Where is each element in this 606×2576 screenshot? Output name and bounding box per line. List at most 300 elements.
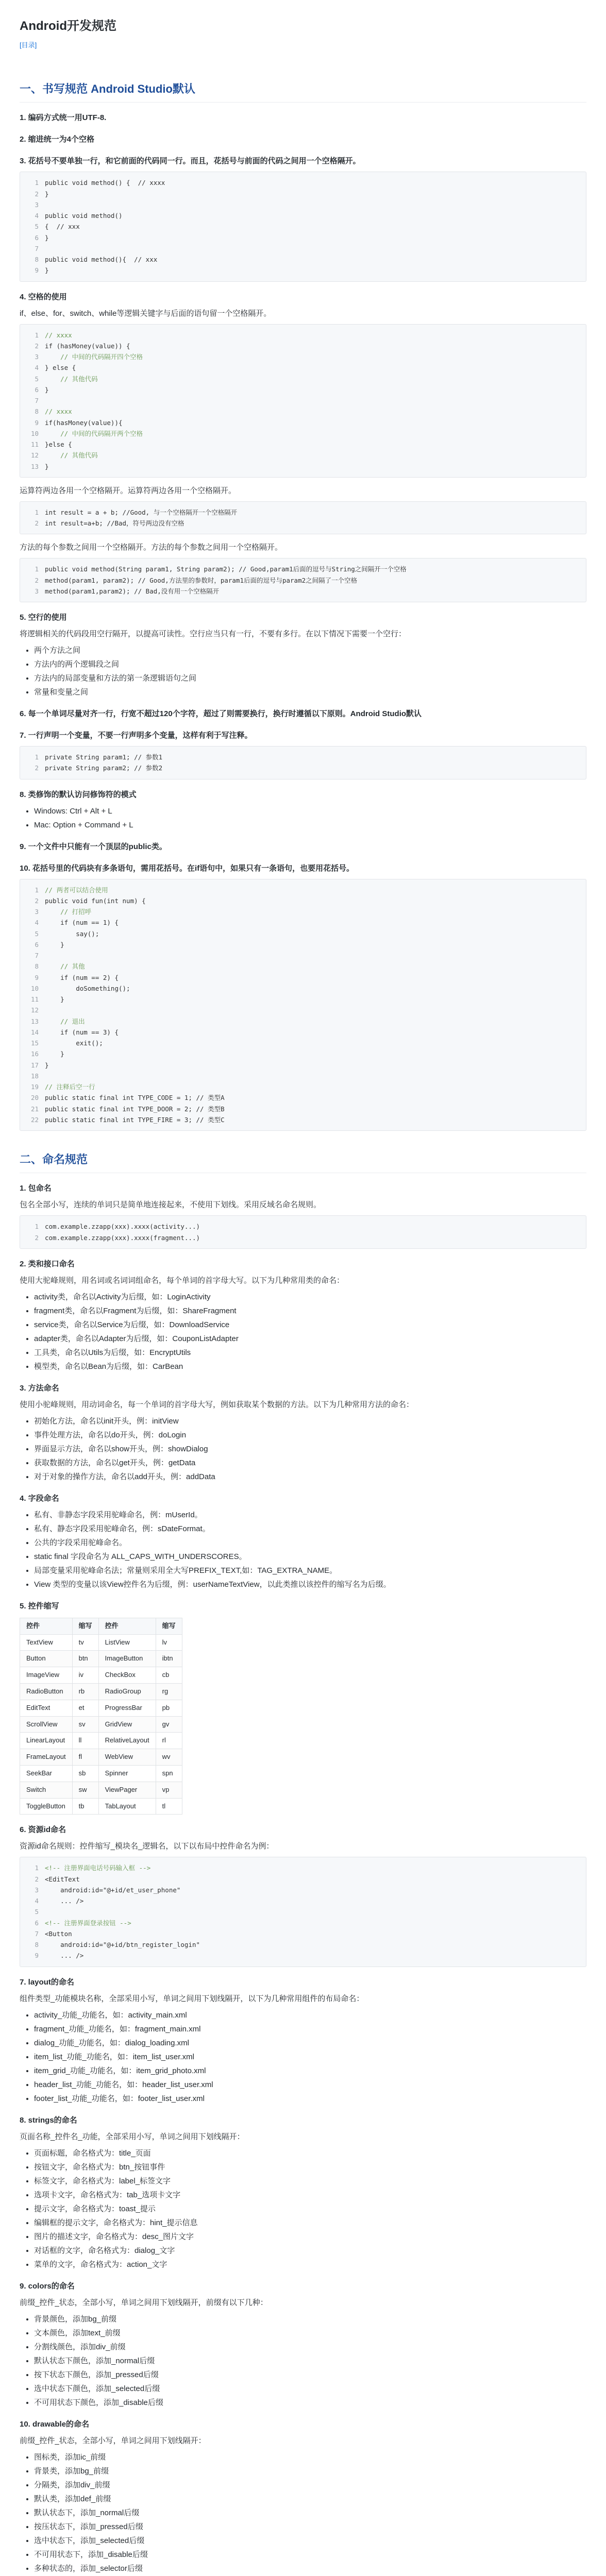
paragraph: 组件类型_功能模块名称，全部采用小写，单词之间用下划线隔开，以下为几种常用组件的布局命名： [20,1994,364,2003]
line-number: 1 [35,753,39,761]
code-line [20,199,586,210]
list-item: • 页面标题，命名格式为：title_页面 [34,2147,586,2160]
line-number: 6 [35,385,39,394]
line-number: 5 [35,375,39,383]
line-content: private String param1; // 参数1 [45,753,163,761]
table-cell: RelativeLayout [98,1733,156,1749]
code-block [20,324,586,478]
code-line [20,1939,586,1950]
list-item: • Mac: Option + Command + L [34,819,586,832]
table-cell: rg [156,1684,182,1700]
item-title: 10. 花括号里的代码块有多条语句，需用花括号。在if语句中，如果只有一条语句，也要用花括号。 [20,863,355,873]
list-item: • item_grid_功能_功能名，如：item_grid_photo.xml [34,2065,586,2077]
line-number: 1 [35,565,39,573]
line-content: // 中间的代码隔开两个空格 [45,429,143,437]
item-title: 5. 控件缩写 [20,1601,59,1611]
line-number: 9 [35,418,39,427]
line-number: 7 [35,397,39,405]
table-cell: tv [72,1634,98,1651]
line-content: } [45,233,49,242]
line-content: { // xxx [45,223,80,231]
code-line [20,1950,586,1961]
table-cell: RadioButton [20,1684,73,1700]
list-item: • 背景颜色，添加bg_前缀 [34,2313,586,2326]
code-line [20,1221,586,1232]
code-line [20,928,586,939]
code-line [20,210,586,221]
list-item: • fragment类，命名以Fragment为后缀，如：ShareFragment [34,1305,586,1317]
table-cell: sw [72,1782,98,1798]
table-row [20,1700,182,1716]
item-title: 9. 一个文件中只能有一个顶层的public类。 [20,842,167,851]
table-row [20,1782,182,1798]
line-number: 6 [35,940,39,948]
section-1-body [20,112,586,1131]
line-number: 12 [30,451,39,460]
code-line [20,1895,586,1906]
list-item: • 不可用状态下颜色，添加_disable后缀 [34,2397,586,2409]
code-line [20,1027,586,1038]
list-item: • 分隔类，添加div_前缀 [34,2479,586,2492]
line-number: 12 [30,1006,39,1014]
line-number: 1 [35,331,39,339]
table-row [20,1765,182,1782]
code-line [20,428,586,439]
code-line [20,906,586,917]
line-number: 2 [35,764,39,772]
code-line [20,939,586,950]
doc-title: Android开发规范 [20,19,116,33]
table-cell: Button [20,1651,73,1667]
code-line [20,221,586,232]
table-header-row [20,1618,182,1634]
line-content: if(hasMoney(value)){ [45,418,123,427]
table-cell: rb [72,1684,98,1700]
table-cell: TabLayout [98,1798,156,1815]
code-line [20,1092,586,1103]
item-title: 10. drawable的命名 [20,2419,90,2429]
code-line [20,417,586,428]
table-row [20,1667,182,1684]
line-number: 16 [30,1050,39,1058]
code-line [20,564,586,574]
code-line [20,518,586,529]
code-line [20,374,586,384]
list-item: • 获取数据的方法，命名以get开头，例：getData [34,1457,586,1469]
table-cell: ImageView [20,1667,73,1684]
paragraph: 方法的每个参数之间用一个空格隔开。方法的每个参数之间用一个空格隔开。 [20,543,283,552]
list-item: • 事件处理方法，命名以do开头，例：doLogin [34,1429,586,1442]
table-cell: ProgressBar [98,1700,156,1716]
table-row [20,1634,182,1651]
table-cell: rl [156,1733,182,1749]
table-cell: lv [156,1634,182,1651]
code-line [20,243,586,254]
line-number: 19 [30,1083,39,1091]
list-item: • footer_list_功能_功能名，如：footer_list_user.xml [34,2093,586,2105]
list-item: • 局部变量采用驼峰命名法；常量则采用全大写PREFIX_TEXT,如：TAG_EXTRA_NAME。 [34,1565,586,1577]
table-cell: RadioGroup [98,1684,156,1700]
code-line [20,395,586,406]
list-item: • 模型类，命名以Bean为后缀，如：CarBean [34,1361,586,1373]
line-number: 15 [30,1039,39,1047]
line-content: ... /> [45,1897,84,1905]
bullet-list [20,2451,586,2575]
line-number: 21 [30,1105,39,1113]
code-line [20,450,586,461]
line-content: } [45,995,64,1004]
line-content: // 其他 [45,962,85,971]
table-cell: CheckBox [98,1667,156,1684]
code-line [20,265,586,276]
code-line [20,575,586,586]
paragraph: 使用小驼峰规则，用动词命名，每一个单词的首字母大写，例如获取某个数据的方法。以下为几种常用方法的命名： [20,1400,414,1409]
item-title: 1. 包命名 [20,1184,52,1193]
list-item: • 不可用状态下，添加_disable后缀 [34,2549,586,2561]
line-number: 17 [30,1061,39,1069]
line-content: com.example.zzapp(xxx).xxxx(fragment...) [45,1233,200,1242]
list-item: • 两个方法之间 [34,645,586,657]
abbreviation-table [20,1618,182,1815]
line-number: 9 [35,1952,39,1960]
line-number: 3 [35,587,39,595]
item-title: 8. 类修饰的默认访问修饰符的模式 [20,790,137,799]
line-content: } [45,1061,49,1069]
item-title: 3. 方法命名 [20,1383,59,1393]
line-content: public void method() { // xxxx [45,179,165,187]
line-number: 13 [30,462,39,470]
line-number: 9 [35,973,39,981]
table-cell: ToggleButton [20,1798,73,1815]
list-item: • Windows: Ctrl + Alt + L [34,805,586,818]
table-cell: pb [156,1700,182,1716]
line-content: // xxxx [45,331,72,339]
code-line [20,895,586,906]
paragraph: if、else、for、switch、while等逻辑关键字与后面的语句留一个空格隔开。 [20,309,272,318]
table-cell: spn [156,1765,182,1782]
table-header-cell: 缩写 [72,1618,98,1634]
line-number: 6 [35,233,39,242]
item-title: 5. 空行的使用 [20,613,67,622]
code-line [20,1005,586,1015]
code-line [20,351,586,362]
line-content: } [45,190,49,198]
code-line [20,232,586,243]
code-line [20,254,586,265]
table-cell: tl [156,1798,182,1815]
code-block [20,172,586,281]
code-block [20,879,586,1131]
item-title: 2. 类和接口命名 [20,1259,75,1268]
bullet-list [20,2147,586,2271]
line-content: com.example.zzapp(xxx).xxxx(activity...) [45,1223,200,1231]
table-cell: tb [72,1798,98,1815]
item-title: 6. 每一个单词尽量对齐一行，行宽不超过120个字符，超过了则需要换行，换行时遵循以下原则。Android Studio默认 [20,709,422,719]
list-item: • 菜单的文字，命名格式为：action_文字 [34,2259,586,2271]
table-row [20,1749,182,1766]
line-content: say(); [45,929,99,938]
table-header-cell: 控件 [98,1618,156,1634]
line-number: 2 [35,1875,39,1883]
table-cell: Switch [20,1782,73,1798]
list-item: • header_list_功能_功能名，如：header_list_user.xml [34,2079,586,2091]
code-line [20,1114,586,1125]
table-cell: ScrollView [20,1716,73,1733]
code-line [20,341,586,351]
item-title: 3. 花括号不要单独一行，和它前面的代码同一行。而且，花括号与前面的代码之间用一个空格隔开。 [20,157,361,166]
line-number: 3 [35,353,39,361]
line-number: 20 [30,1094,39,1102]
table-cell: EditText [20,1700,73,1716]
line-number: 8 [35,408,39,416]
code-line [20,752,586,762]
section-title-1: 一、书写规范 Android Studio默认 [20,80,586,103]
line-number: 2 [35,519,39,528]
line-content: // 两者可以结合使用 [45,886,108,894]
code-block [20,501,586,535]
code-line [20,439,586,450]
table-row [20,1651,182,1667]
line-content: public void fun(int num) { [45,896,146,905]
line-number: 1 [35,179,39,187]
list-item: • 按下状态下颜色，添加_pressed后缀 [34,2369,586,2381]
table-cell: FrameLayout [20,1749,73,1766]
code-block [20,1215,586,1249]
line-content: int result=a+b; //Bad，符号两边没有空格 [45,519,184,528]
line-content: method(param1, param2); // Good,方法里的参数时，param1后面的逗号与param2之间隔了一个空格 [45,576,358,584]
code-line [20,1928,586,1939]
code-line [20,1081,586,1092]
code-line [20,994,586,1005]
code-line [20,1874,586,1885]
section-2-body [20,1182,586,2576]
item-title: 2. 缩进统一为4个空格 [20,135,95,144]
table-cell: fl [72,1749,98,1766]
list-item: • 分割线颜色，添加div_前缀 [34,2341,586,2353]
line-number: 6 [35,1919,39,1927]
line-content: if (num == 1) { [45,919,119,927]
code-line [20,406,586,417]
line-number: 8 [35,256,39,264]
list-item: • fragment_功能_功能名，如：fragment_main.xml [34,2023,586,2036]
item-title: 1. 编码方式统一用UTF-8. [20,113,107,123]
list-item: • 默认状态下，添加_normal后缀 [34,2507,586,2519]
line-number: 9 [35,266,39,275]
line-content: // 打招呼 [45,908,92,916]
line-number: 5 [35,223,39,231]
list-item: • 私有、静态字段采用驼峰命名，例：sDateFormat。 [34,1523,586,1535]
list-item: • 图片的描述文字，命名格式为：desc_图片文字 [34,2231,586,2243]
list-item: • 提示文字，命名格式为：toast_提示 [34,2203,586,2215]
list-item: • adapter类，命名以Adapter为后缀，如：CouponListAdapter [34,1333,586,1345]
line-content: }else { [45,440,72,449]
bullet-list [20,1415,586,1483]
list-item: • 工具类，命名以Utils为后缀，如：EncryptUtils [34,1347,586,1359]
list-item: • 默认状态下颜色，添加_normal后缀 [34,2355,586,2367]
list-item: • 对话框的文字，命名格式为：dialog_文字 [34,2245,586,2257]
list-item: • service类，命名以Service为后缀，如：DownloadService [34,1319,586,1331]
code-line [20,961,586,972]
list-item: • 对于对象的操作方法，命名以add开头，例：addData [34,1471,586,1483]
line-content: <EditText [45,1875,80,1883]
line-number: 1 [35,886,39,894]
list-item: • static final 字段命名为 ALL_CAPS_WITH_UNDERSCORES。 [34,1551,586,1563]
line-content: // 注释后空一行 [45,1083,95,1091]
code-line [20,983,586,994]
line-number: 5 [35,929,39,938]
line-number: 8 [35,1941,39,1949]
code-line [20,1232,586,1243]
table-cell: sb [72,1765,98,1782]
paragraph: 运算符两边各用一个空格隔开。运算符两边各用一个空格隔开。 [20,486,237,495]
code-line [20,330,586,341]
line-number: 7 [35,952,39,960]
line-number: 1 [35,1223,39,1231]
line-number: 8 [35,962,39,971]
line-number: 3 [35,200,39,209]
line-content: // 其他代码 [45,451,98,460]
bullet-list [20,1509,586,1591]
line-content: ... /> [45,1952,84,1960]
line-number: 18 [30,1072,39,1080]
code-block [20,1857,586,1967]
item-title: 6. 资源id命名 [20,1825,66,1835]
list-item: • dialog_功能_功能名，如：dialog_loading.xml [34,2037,586,2049]
list-item: • 多种状态的，添加_selector后缀 [34,2563,586,2575]
line-content: } [45,462,49,470]
table-cell: iv [72,1667,98,1684]
list-item: • View 类型的变量以该View控件名为后缀，例：userNameTextView，以此类推以该控件的缩写名为后缀。 [34,1579,586,1591]
line-content: } [45,266,49,275]
list-item: • 按压状态下，添加_pressed后缀 [34,2521,586,2533]
item-title: 4. 字段命名 [20,1494,59,1503]
code-line [20,917,586,928]
bullet-list [20,2009,586,2105]
line-content: method(param1,param2); // Bad,没有用一个空格隔开 [45,587,220,595]
code-line [20,362,586,373]
line-content: public static final int TYPE_CODE = 1; // 类型A [45,1094,225,1102]
code-line [20,177,586,188]
list-item: • 初始化方法，命名以init开头，例：initView [34,1415,586,1428]
line-content: if (hasMoney(value)) { [45,342,130,350]
line-number: 4 [35,364,39,372]
list-item: • 文本颜色，添加text_前缀 [34,2327,586,2340]
table-cell: ListView [98,1634,156,1651]
list-item: • 选中状态下，添加_selected后缀 [34,2535,586,2547]
code-line [20,384,586,395]
line-number: 11 [30,440,39,449]
paragraph: 页面名称_控件名_功能，全部采用小写，单词之间用下划线隔开： [20,2132,245,2141]
table-cell: sv [72,1716,98,1733]
code-line [20,507,586,518]
line-content: public static final int TYPE_FIRE = 3; // 类型C [45,1115,225,1124]
paragraph: 前缀_控件_状态，全部小写，单词之间用下划线隔开： [20,2436,206,2445]
list-item: • activity_功能_功能名，如：activity_main.xml [34,2009,586,2022]
line-number: 10 [30,429,39,437]
line-number: 2 [35,576,39,584]
bullet-list [20,1291,586,1373]
line-number: 2 [35,190,39,198]
line-number: 2 [35,1233,39,1242]
line-number: 1 [35,508,39,516]
table-cell: SeekBar [20,1765,73,1782]
line-number: 3 [35,908,39,916]
line-number: 7 [35,1929,39,1938]
list-item: • 编辑框的提示文字，命名格式为：hint_提示信息 [34,2217,586,2229]
code-line [20,950,586,961]
paragraph: 将逻辑相关的代码段用空行隔开，以提高可读性。空行应当只有一行，不要有多行。在以下情况下需要一个空行： [20,630,407,639]
line-content: if (num == 3) { [45,1028,119,1036]
bullet-list [20,2313,586,2409]
line-content: public static final int TYPE_DOOR = 2; // 类型B [45,1105,225,1113]
line-content: public void method(String param1, String param2); // Good,param1后面的逗号与String之间隔开一个空格 [45,565,407,573]
paragraph: 使用大驼峰规则，用名词或名词词组命名，每个单词的首字母大写。以下为几种常用类的命名： [20,1276,345,1285]
code-line [20,1060,586,1071]
table-cell: LinearLayout [20,1733,73,1749]
line-content: } [45,940,64,948]
line-number: 2 [35,342,39,350]
item-title: 8. strings的命名 [20,2115,77,2125]
code-block [20,746,586,779]
list-item: • 默认类，添加def_前缀 [34,2493,586,2505]
table-cell: btn [72,1651,98,1667]
table-row [20,1798,182,1815]
page [20,0,586,2576]
table-cell: ViewPager [98,1782,156,1798]
line-number: 3 [35,1886,39,1894]
line-number: 4 [35,919,39,927]
code-line [20,1071,586,1081]
table-header-cell: 缩写 [156,1618,182,1634]
line-number: 7 [35,244,39,252]
code-line [20,1885,586,1895]
list-item: • 界面显示方法，命名以show开头，例：showDialog [34,1443,586,1455]
line-content: public void method(){ // xxx [45,256,158,264]
item-title: 7. layout的命名 [20,1977,74,1987]
table-cell: et [72,1700,98,1716]
list-item: • 方法内的两个逻辑段之间 [34,658,586,671]
line-content: <!-- 注册界面电话号码输入框 --> [45,1864,151,1872]
line-content: android:id="@+id/et_user_phone" [45,1886,181,1894]
code-line [20,1862,586,1873]
list-item: • 选项卡文字，命名格式为：tab_选项卡文字 [34,2189,586,2201]
line-number: 4 [35,212,39,220]
line-content: doSomething(); [45,984,130,992]
table-cell: TextView [20,1634,73,1651]
line-number: 4 [35,1897,39,1905]
list-item: • 公共的字段采用驼峰命名。 [34,1537,586,1549]
paragraph: 资源id命名规则：控件缩写_模块名_逻辑名，以下以布局中控件命名为例： [20,1842,274,1851]
line-number: 10 [30,984,39,992]
table-cell: ll [72,1733,98,1749]
code-line [20,1104,586,1114]
line-number: 1 [35,1864,39,1872]
line-number: 14 [30,1028,39,1036]
code-line [20,189,586,199]
line-content: if (num == 2) { [45,973,119,981]
line-content: } [45,385,49,394]
toc-link[interactable]: [目录] [20,41,37,49]
list-item: • 私有、非静态字段采用驼峰命名，例：mUserId。 [34,1509,586,1521]
section-title-2: 二、命名规范 [20,1150,586,1173]
code-block [20,558,586,602]
bullet-list [20,805,586,832]
code-line [20,1918,586,1928]
code-line [20,586,586,597]
line-number: 11 [30,995,39,1004]
line-number: 2 [35,896,39,905]
list-item: • 背景类，添加bg_前缀 [34,2465,586,2478]
